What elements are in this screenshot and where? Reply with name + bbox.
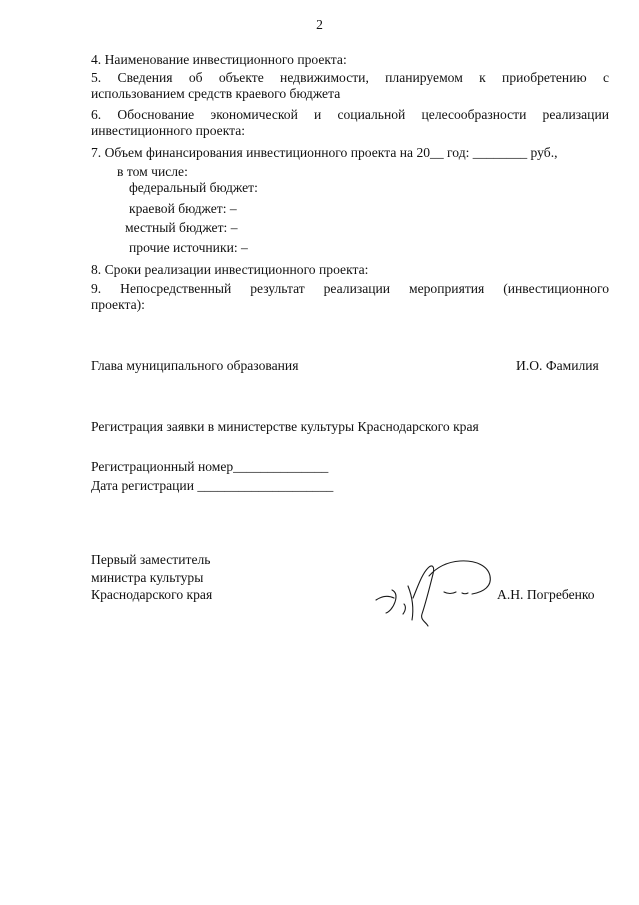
item-6 xyxy=(91,107,609,140)
approver-line-1: Первый заместитель xyxy=(91,552,211,567)
item-7-regional: краевой бюджет: – xyxy=(129,201,237,216)
head-name: И.О. Фамилия xyxy=(516,358,599,373)
item-9 xyxy=(91,281,609,314)
item-7-federal: федеральный бюджет: xyxy=(129,180,258,195)
item-7-including: в том числе: xyxy=(117,164,188,179)
item-5-line-1: 5. Сведения об объекте недвижимости, планируемом к приобретению с xyxy=(91,70,609,85)
item-7-local: местный бюджет: – xyxy=(125,220,238,235)
item-6-line-1: 6. Обоснование экономической и социальной целесообразности реализации xyxy=(91,107,609,122)
item-8: 8. Сроки реализации инвестиционного проекта: xyxy=(91,262,369,277)
approver-line-2: министра культуры xyxy=(91,570,204,585)
registration-date: Дата регистрации ____________________ xyxy=(91,478,334,493)
approver-name: А.Н. Погребенко xyxy=(497,587,595,602)
item-6-line-2: инвестиционного проекта: xyxy=(91,123,246,139)
registration-number: Регистрационный номер______________ xyxy=(91,459,329,474)
item-7-other: прочие источники: – xyxy=(129,240,248,255)
item-9-line-1: 9. Непосредственный результат реализации мероприятия (инвестиционного xyxy=(91,281,609,296)
head-title: Глава муниципального образования xyxy=(91,358,299,373)
registration-heading: Регистрация заявки в министерстве культуры Краснодарского края xyxy=(91,419,479,434)
approver-line-3: Краснодарского края xyxy=(91,587,213,602)
item-5 xyxy=(91,70,609,103)
item-5-line-2: использованием средств краевого бюджета xyxy=(91,86,341,102)
item-7-line-1: 7. Объем финансирования инвестиционного проекта на 20__ год: ________ руб., xyxy=(91,145,558,160)
item-4: 4. Наименование инвестиционного проекта: xyxy=(91,52,347,67)
handwritten-signature xyxy=(372,556,496,630)
page-number: 2 xyxy=(316,17,323,32)
item-9-line-2: проекта): xyxy=(91,297,145,313)
